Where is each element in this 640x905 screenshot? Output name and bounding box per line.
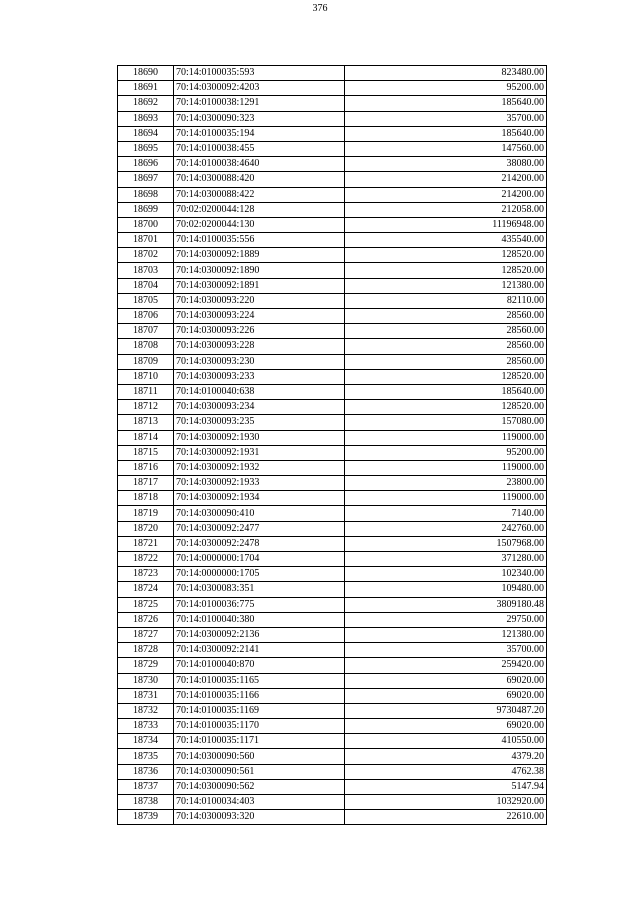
cadastral-value-cell: 109480.00 bbox=[345, 582, 547, 597]
table-row bbox=[118, 217, 547, 232]
row-number-cell: 18710 bbox=[118, 369, 174, 384]
table-row bbox=[118, 263, 547, 278]
table-row bbox=[118, 460, 547, 475]
cadastral-number-cell: 70:14:0000000:1705 bbox=[174, 567, 345, 582]
table-row bbox=[118, 293, 547, 308]
cadastral-value-cell: 121380.00 bbox=[345, 278, 547, 293]
cadastral-number-cell: 70:14:0300093:320 bbox=[174, 810, 345, 825]
table-row bbox=[118, 400, 547, 415]
cadastral-number-cell: 70:14:0300090:562 bbox=[174, 779, 345, 794]
cadastral-number-cell: 70:14:0100040:638 bbox=[174, 384, 345, 399]
cadastral-number-cell: 70:14:0300093:234 bbox=[174, 400, 345, 415]
row-number-cell: 18715 bbox=[118, 445, 174, 460]
table-row bbox=[118, 384, 547, 399]
cadastral-number-cell: 70:14:0100038:1291 bbox=[174, 96, 345, 111]
row-number-cell: 18737 bbox=[118, 779, 174, 794]
cadastral-value-cell: 82110.00 bbox=[345, 293, 547, 308]
cadastral-number-cell: 70:14:0300083:351 bbox=[174, 582, 345, 597]
cadastral-value-cell: 35700.00 bbox=[345, 111, 547, 126]
table-row bbox=[118, 749, 547, 764]
cadastral-number-cell: 70:14:0300093:230 bbox=[174, 354, 345, 369]
row-number-cell: 18707 bbox=[118, 324, 174, 339]
row-number-cell: 18736 bbox=[118, 764, 174, 779]
cadastral-value-cell: 242760.00 bbox=[345, 521, 547, 536]
cadastral-value-cell: 128520.00 bbox=[345, 369, 547, 384]
table-row bbox=[118, 278, 547, 293]
cadastral-value-cell: 121380.00 bbox=[345, 627, 547, 642]
cadastral-number-cell: 70:14:0300092:1891 bbox=[174, 278, 345, 293]
table-row bbox=[118, 779, 547, 794]
table-row bbox=[118, 415, 547, 430]
cadastral-number-cell: 70:14:0300092:2136 bbox=[174, 627, 345, 642]
cadastral-number-cell: 70:14:0100035:1165 bbox=[174, 673, 345, 688]
cadastral-value-cell: 128520.00 bbox=[345, 248, 547, 263]
cadastral-value-cell: 28560.00 bbox=[345, 339, 547, 354]
cadastral-number-cell: 70:14:0300093:235 bbox=[174, 415, 345, 430]
cadastral-value-cell: 212058.00 bbox=[345, 202, 547, 217]
cadastral-value-cell: 102340.00 bbox=[345, 567, 547, 582]
row-number-cell: 18706 bbox=[118, 309, 174, 324]
cadastral-value-cell: 23800.00 bbox=[345, 476, 547, 491]
row-number-cell: 18739 bbox=[118, 810, 174, 825]
cadastral-value-cell: 435540.00 bbox=[345, 233, 547, 248]
cadastral-number-cell: 70:14:0300093:233 bbox=[174, 369, 345, 384]
cadastral-number-cell: 70:14:0300088:420 bbox=[174, 172, 345, 187]
table-row bbox=[118, 643, 547, 658]
row-number-cell: 18701 bbox=[118, 233, 174, 248]
row-number-cell: 18728 bbox=[118, 643, 174, 658]
row-number-cell: 18700 bbox=[118, 217, 174, 232]
cadastral-value-cell: 95200.00 bbox=[345, 445, 547, 460]
table-row bbox=[118, 126, 547, 141]
cadastral-value-cell: 119000.00 bbox=[345, 430, 547, 445]
table-row bbox=[118, 552, 547, 567]
cadastral-value-cell: 95200.00 bbox=[345, 81, 547, 96]
cadastral-number-cell: 70:14:0300092:2478 bbox=[174, 536, 345, 551]
cadastral-value-cell: 3809180.48 bbox=[345, 597, 547, 612]
row-number-cell: 18708 bbox=[118, 339, 174, 354]
cadastral-value-cell: 119000.00 bbox=[345, 460, 547, 475]
cadastral-value-cell: 128520.00 bbox=[345, 400, 547, 415]
row-number-cell: 18704 bbox=[118, 278, 174, 293]
cadastral-number-cell: 70:14:0000000:1704 bbox=[174, 552, 345, 567]
table-row bbox=[118, 612, 547, 627]
cadastral-number-cell: 70:14:0300092:1931 bbox=[174, 445, 345, 460]
row-number-cell: 18693 bbox=[118, 111, 174, 126]
cadastral-number-cell: 70:14:0100035:556 bbox=[174, 233, 345, 248]
cadastral-value-cell: 38080.00 bbox=[345, 157, 547, 172]
row-number-cell: 18719 bbox=[118, 506, 174, 521]
table-row bbox=[118, 764, 547, 779]
table-row bbox=[118, 202, 547, 217]
cadastral-number-cell: 70:14:0100035:1170 bbox=[174, 719, 345, 734]
row-number-cell: 18725 bbox=[118, 597, 174, 612]
cadastral-value-cell: 28560.00 bbox=[345, 354, 547, 369]
cadastral-value-cell: 9730487.20 bbox=[345, 703, 547, 718]
cadastral-value-cell: 35700.00 bbox=[345, 643, 547, 658]
cadastral-number-cell: 70:14:0300092:1933 bbox=[174, 476, 345, 491]
table-row bbox=[118, 703, 547, 718]
row-number-cell: 18696 bbox=[118, 157, 174, 172]
row-number-cell: 18716 bbox=[118, 460, 174, 475]
cadastral-number-cell: 70:14:0300090:560 bbox=[174, 749, 345, 764]
row-number-cell: 18730 bbox=[118, 673, 174, 688]
table-row bbox=[118, 81, 547, 96]
cadastral-number-cell: 70:14:0300093:220 bbox=[174, 293, 345, 308]
table-row bbox=[118, 172, 547, 187]
page-number: 376 bbox=[312, 3, 328, 14]
cadastral-number-cell: 70:14:0100040:870 bbox=[174, 658, 345, 673]
row-number-cell: 18727 bbox=[118, 627, 174, 642]
cadastral-number-cell: 70:14:0100038:4640 bbox=[174, 157, 345, 172]
cadastral-value-cell: 5147.94 bbox=[345, 779, 547, 794]
table-row bbox=[118, 582, 547, 597]
cadastral-value-cell: 69020.00 bbox=[345, 719, 547, 734]
table-row bbox=[118, 430, 547, 445]
cadastral-number-cell: 70:14:0300092:1932 bbox=[174, 460, 345, 475]
row-number-cell: 18702 bbox=[118, 248, 174, 263]
cadastral-value-cell: 185640.00 bbox=[345, 126, 547, 141]
cadastral-number-cell: 70:02:0200044:128 bbox=[174, 202, 345, 217]
table-row bbox=[118, 324, 547, 339]
table-row bbox=[118, 141, 547, 156]
table-row bbox=[118, 719, 547, 734]
cadastral-value-cell: 214200.00 bbox=[345, 172, 547, 187]
table-row bbox=[118, 673, 547, 688]
row-number-cell: 18714 bbox=[118, 430, 174, 445]
cadastral-value-cell: 11196948.00 bbox=[345, 217, 547, 232]
row-number-cell: 18733 bbox=[118, 719, 174, 734]
table-body bbox=[118, 66, 547, 825]
cadastral-value-cell: 823480.00 bbox=[345, 66, 547, 81]
table-row bbox=[118, 369, 547, 384]
row-number-cell: 18690 bbox=[118, 66, 174, 81]
cadastral-value-cell: 28560.00 bbox=[345, 309, 547, 324]
cadastral-value-cell: 28560.00 bbox=[345, 324, 547, 339]
table-row bbox=[118, 597, 547, 612]
row-number-cell: 18698 bbox=[118, 187, 174, 202]
cadastral-value-cell: 410550.00 bbox=[345, 734, 547, 749]
table-row bbox=[118, 567, 547, 582]
cadastral-number-cell: 70:14:0100038:455 bbox=[174, 141, 345, 156]
table-row bbox=[118, 187, 547, 202]
table-row bbox=[118, 536, 547, 551]
cadastral-value-cell: 371280.00 bbox=[345, 552, 547, 567]
cadastral-number-cell: 70:14:0100036:775 bbox=[174, 597, 345, 612]
cadastral-value-cell: 69020.00 bbox=[345, 673, 547, 688]
cadastral-value-cell: 128520.00 bbox=[345, 263, 547, 278]
row-number-cell: 18713 bbox=[118, 415, 174, 430]
cadastral-value-cell: 185640.00 bbox=[345, 96, 547, 111]
row-number-cell: 18705 bbox=[118, 293, 174, 308]
row-number-cell: 18729 bbox=[118, 658, 174, 673]
cadastral-value-cell: 4379.20 bbox=[345, 749, 547, 764]
row-number-cell: 18734 bbox=[118, 734, 174, 749]
cadastral-number-cell: 70:14:0300093:226 bbox=[174, 324, 345, 339]
row-number-cell: 18691 bbox=[118, 81, 174, 96]
cadastral-number-cell: 70:14:0300093:228 bbox=[174, 339, 345, 354]
row-number-cell: 18711 bbox=[118, 384, 174, 399]
cadastral-value-cell: 1032920.00 bbox=[345, 795, 547, 810]
row-number-cell: 18718 bbox=[118, 491, 174, 506]
cadastral-value-cell: 147560.00 bbox=[345, 141, 547, 156]
row-number-cell: 18724 bbox=[118, 582, 174, 597]
cadastral-number-cell: 70:14:0300092:1930 bbox=[174, 430, 345, 445]
table-row bbox=[118, 734, 547, 749]
cadastral-value-cell: 29750.00 bbox=[345, 612, 547, 627]
cadastral-number-cell: 70:14:0100035:1169 bbox=[174, 703, 345, 718]
cadastral-value-cell: 7140.00 bbox=[345, 506, 547, 521]
row-number-cell: 18735 bbox=[118, 749, 174, 764]
table-row bbox=[118, 658, 547, 673]
row-number-cell: 18694 bbox=[118, 126, 174, 141]
cadastral-value-cell: 119000.00 bbox=[345, 491, 547, 506]
cadastral-number-cell: 70:14:0100040:380 bbox=[174, 612, 345, 627]
cadastral-number-cell: 70:14:0300092:2141 bbox=[174, 643, 345, 658]
table-row bbox=[118, 66, 547, 81]
cadastral-value-table bbox=[117, 65, 547, 825]
row-number-cell: 18697 bbox=[118, 172, 174, 187]
row-number-cell: 18721 bbox=[118, 536, 174, 551]
row-number-cell: 18699 bbox=[118, 202, 174, 217]
row-number-cell: 18723 bbox=[118, 567, 174, 582]
cadastral-number-cell: 70:14:0300092:1889 bbox=[174, 248, 345, 263]
table-row bbox=[118, 233, 547, 248]
row-number-cell: 18692 bbox=[118, 96, 174, 111]
table-row bbox=[118, 157, 547, 172]
cadastral-value-cell: 259420.00 bbox=[345, 658, 547, 673]
cadastral-value-cell: 4762.38 bbox=[345, 764, 547, 779]
row-number-cell: 18726 bbox=[118, 612, 174, 627]
table-row bbox=[118, 111, 547, 126]
table-row bbox=[118, 627, 547, 642]
row-number-cell: 18738 bbox=[118, 795, 174, 810]
cadastral-value-cell: 69020.00 bbox=[345, 688, 547, 703]
cadastral-number-cell: 70:14:0300092:1934 bbox=[174, 491, 345, 506]
cadastral-number-cell: 70:14:0300090:410 bbox=[174, 506, 345, 521]
cadastral-number-cell: 70:14:0300092:4203 bbox=[174, 81, 345, 96]
cadastral-number-cell: 70:14:0300090:561 bbox=[174, 764, 345, 779]
table-row bbox=[118, 445, 547, 460]
table-row bbox=[118, 491, 547, 506]
cadastral-number-cell: 70:14:0100034:403 bbox=[174, 795, 345, 810]
table-row bbox=[118, 521, 547, 536]
cadastral-number-cell: 70:14:0300092:2477 bbox=[174, 521, 345, 536]
cadastral-number-cell: 70:14:0300092:1890 bbox=[174, 263, 345, 278]
table-row bbox=[118, 688, 547, 703]
row-number-cell: 18732 bbox=[118, 703, 174, 718]
row-number-cell: 18720 bbox=[118, 521, 174, 536]
row-number-cell: 18709 bbox=[118, 354, 174, 369]
cadastral-value-cell: 22610.00 bbox=[345, 810, 547, 825]
table-row bbox=[118, 309, 547, 324]
cadastral-number-cell: 70:14:0300088:422 bbox=[174, 187, 345, 202]
cadastral-number-cell: 70:14:0300090:323 bbox=[174, 111, 345, 126]
cadastral-number-cell: 70:02:0200044:130 bbox=[174, 217, 345, 232]
cadastral-value-cell: 214200.00 bbox=[345, 187, 547, 202]
table-row bbox=[118, 506, 547, 521]
table-row bbox=[118, 354, 547, 369]
table-row bbox=[118, 810, 547, 825]
cadastral-value-cell: 157080.00 bbox=[345, 415, 547, 430]
row-number-cell: 18717 bbox=[118, 476, 174, 491]
table-row bbox=[118, 795, 547, 810]
row-number-cell: 18695 bbox=[118, 141, 174, 156]
cadastral-number-cell: 70:14:0100035:1171 bbox=[174, 734, 345, 749]
cadastral-value-cell: 1507968.00 bbox=[345, 536, 547, 551]
cadastral-number-cell: 70:14:0100035:1166 bbox=[174, 688, 345, 703]
table-row bbox=[118, 96, 547, 111]
row-number-cell: 18731 bbox=[118, 688, 174, 703]
cadastral-number-cell: 70:14:0100035:194 bbox=[174, 126, 345, 141]
cadastral-number-cell: 70:14:0100035:593 bbox=[174, 66, 345, 81]
cadastral-number-cell: 70:14:0300093:224 bbox=[174, 309, 345, 324]
table-row bbox=[118, 339, 547, 354]
row-number-cell: 18703 bbox=[118, 263, 174, 278]
table-row bbox=[118, 476, 547, 491]
table-row bbox=[118, 248, 547, 263]
cadastral-value-cell: 185640.00 bbox=[345, 384, 547, 399]
row-number-cell: 18712 bbox=[118, 400, 174, 415]
row-number-cell: 18722 bbox=[118, 552, 174, 567]
